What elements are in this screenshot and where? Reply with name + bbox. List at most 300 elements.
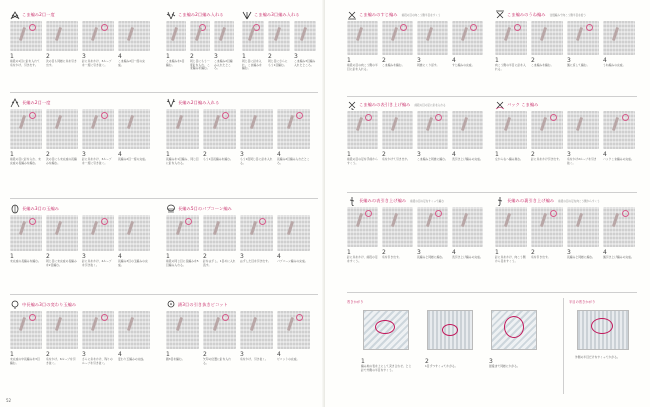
- step-photo: [240, 311, 273, 349]
- section-sc-inc3: [242, 10, 318, 86]
- step-text: 糸をかけ、6ループを引き抜く。: [46, 357, 76, 365]
- step-number: 3: [417, 151, 421, 158]
- step-photo: [382, 111, 413, 149]
- step: [10, 215, 42, 267]
- step-number: 3: [82, 351, 86, 358]
- step-photo: [10, 311, 42, 349]
- step: [240, 311, 273, 365]
- step-text: 前段の1目に針を入れて糸をかけ、引き出す。: [10, 59, 40, 67]
- step-number: 2: [203, 253, 207, 260]
- step-text: 向こう側の半目に針を入れる。: [495, 63, 526, 71]
- section-ridge: [495, 10, 637, 92]
- step: [361, 356, 413, 372]
- step-photo: [277, 215, 310, 251]
- step-number: 3: [240, 253, 244, 260]
- step: [382, 111, 413, 165]
- step: [495, 111, 527, 165]
- step-text: 針に糸をかけ、前段の足をすくう。: [347, 255, 378, 263]
- step-number: 3: [489, 358, 493, 365]
- section-back-loop: [347, 10, 487, 92]
- step-number: 1: [495, 57, 499, 64]
- sc-inc-symbol-icon: [166, 10, 176, 20]
- step: [118, 215, 150, 267]
- step-text: 針に糸をかけ、3ループを一度に引き抜く。: [82, 59, 112, 67]
- step-text: 長編み2目一度の完成。: [118, 157, 148, 161]
- step: [118, 109, 150, 165]
- step-photo: [452, 111, 483, 149]
- step-text: こま編み3目編み入れたところ。: [294, 59, 316, 67]
- step: [452, 207, 483, 263]
- bobble-symbol-icon: [10, 204, 20, 214]
- step: [347, 21, 378, 71]
- section-title: こま編みのすじ編み: [359, 12, 398, 17]
- step: [567, 111, 599, 165]
- step-number: 2: [46, 53, 50, 60]
- step: [82, 311, 114, 365]
- step-text: 最後まで同様にかがる。: [489, 364, 520, 368]
- step-text: 外側の半目だけをすくってかがる。: [575, 355, 620, 359]
- step-photo: [82, 109, 114, 149]
- step-photo: [417, 21, 448, 55]
- step-number: 1: [10, 151, 14, 158]
- step: [603, 111, 635, 165]
- step-photo: [347, 207, 378, 247]
- step-text: 針に糸をかけ、3ループを一度に引き抜く。: [82, 157, 112, 165]
- step-text: 同様にくり返す。: [417, 63, 440, 67]
- step: [10, 311, 42, 365]
- section-dc-front-post: [347, 196, 487, 288]
- step-number: 4: [452, 57, 456, 64]
- section-title: 鎖3目の引き抜きピコット: [178, 302, 228, 307]
- step: [240, 215, 273, 267]
- step-number: 1: [495, 151, 499, 158]
- step-photo: [190, 21, 210, 51]
- step: [46, 311, 78, 365]
- step-number: 3: [82, 253, 86, 260]
- step: [277, 109, 310, 165]
- step-photo: [240, 109, 273, 149]
- step-text: さらに糸をかけ、残りのループを引き抜く。: [82, 357, 113, 365]
- popcorn-symbol-icon: [166, 204, 176, 214]
- page-number: 52: [6, 398, 12, 403]
- step-number: 2: [203, 351, 207, 358]
- step: [240, 109, 273, 165]
- section-sc2tog: [10, 10, 158, 86]
- step-number: 4: [603, 249, 607, 256]
- back-loop-symbol-icon: [347, 10, 357, 20]
- step-photo: [347, 21, 378, 55]
- step-text: 次の目も同様に糸を引き出す。: [46, 59, 77, 67]
- step-number: 3: [294, 53, 298, 60]
- step: [603, 21, 635, 71]
- step-number: 1: [347, 57, 351, 64]
- step-photo: [118, 21, 150, 51]
- section-note: 往復編みで向こう側半目を拾う: [549, 14, 586, 17]
- step-text: 糸を引き出す。: [531, 255, 551, 259]
- step-number: 2: [190, 53, 194, 60]
- right-page: [325, 0, 650, 407]
- step-text: こま編みを編む。: [382, 63, 405, 67]
- step-photo: [277, 311, 310, 349]
- section-title: こま編み2目一度: [22, 12, 55, 17]
- step: [531, 207, 563, 263]
- step: [242, 21, 264, 71]
- section-note: 前段の目の足をすくって編む: [410, 200, 444, 203]
- step: [166, 109, 199, 165]
- section-title: こま編みのうね編み: [507, 12, 546, 17]
- step: [489, 356, 541, 369]
- step-text: 前段の同じ目に長編みを5目編み入れる。: [166, 259, 199, 267]
- step-number: 4: [603, 151, 607, 158]
- step-text: 未完成の長編みを編む。: [10, 259, 41, 263]
- step-photo: [203, 109, 236, 149]
- divider: [10, 198, 318, 199]
- step-text: うね編みの完成。: [603, 63, 626, 67]
- step-photo: [214, 21, 234, 51]
- step: [214, 21, 234, 71]
- step-photo: [531, 207, 563, 247]
- step-number: 1: [10, 253, 14, 260]
- step-photo: [347, 111, 378, 149]
- step-number: 1: [242, 53, 246, 60]
- step-text: 前段の目の向こう側の半目に針を入れる。: [347, 63, 378, 71]
- section-note: 前段の目の向こう側半目をすくう: [401, 14, 441, 17]
- step-photo: [46, 21, 78, 51]
- step: [417, 207, 448, 263]
- step: [46, 215, 78, 267]
- step-text: 糸をかけて引き出す。: [382, 157, 410, 161]
- step-text: パプコーン編みの完成。: [277, 259, 308, 263]
- section-title: こま編み2目編み入れる: [178, 12, 224, 17]
- step-text: もう1目長編みを編む。: [203, 157, 233, 161]
- reverse-sc-symbol-icon: [495, 100, 505, 110]
- step: [82, 109, 114, 165]
- step-photo: [46, 109, 78, 149]
- step-photo: [567, 21, 599, 55]
- step: [118, 21, 150, 67]
- divider: [563, 298, 564, 394]
- step: [382, 207, 413, 263]
- step-text: 長編みと同様に編む。: [417, 255, 445, 259]
- step-photo: [118, 311, 150, 349]
- section-title: 半目の巻きかがり: [569, 299, 596, 304]
- step-photo: [531, 21, 563, 55]
- step-number: 4: [277, 151, 281, 158]
- section-title: 長編み3目の玉編み: [22, 206, 60, 211]
- step: [268, 21, 290, 71]
- step-number: 1: [166, 53, 170, 60]
- divider: [347, 192, 637, 193]
- step-photo: [242, 21, 264, 51]
- step-photo: [166, 109, 199, 149]
- yarn-loop: [442, 324, 458, 336]
- step: [567, 21, 599, 71]
- step: [575, 356, 633, 360]
- step: [531, 111, 563, 165]
- step-photo: [10, 215, 42, 251]
- step-number: 1: [347, 151, 351, 158]
- section-title: バック こま編み: [507, 102, 539, 107]
- step: [46, 109, 78, 165]
- step-number: 4: [277, 351, 281, 358]
- step-number: 2: [531, 151, 535, 158]
- step-number: 1: [495, 249, 499, 256]
- step: [203, 109, 236, 165]
- step-number: 2: [268, 53, 272, 60]
- step-text: 同じ目にもう一度針を入れ、こま編みを編む。: [190, 59, 210, 71]
- step-photo: [166, 21, 186, 51]
- hdc-cluster-symbol-icon: [10, 300, 20, 310]
- step-text: 前段の目に針を入れ、未完成の長編みを編む。: [10, 157, 41, 165]
- dc-back-post-symbol-icon: [495, 196, 505, 206]
- step-number: 3: [214, 53, 218, 60]
- step: [382, 21, 413, 71]
- section-hdc-cluster: [10, 300, 158, 390]
- step-number: 4: [452, 249, 456, 256]
- step-photo: [495, 21, 527, 55]
- step-text: 同じ目に未完成の長編みを2目編む。: [46, 259, 77, 267]
- step-photo: [495, 111, 527, 149]
- step: [203, 311, 236, 365]
- section-note: 前段の目の足に針を入れる: [414, 104, 446, 107]
- step-text: 糸をかけ、引き抜く。: [240, 357, 268, 361]
- step-number: 1: [166, 351, 170, 358]
- step-photo: [166, 311, 199, 349]
- step-photo: [203, 215, 236, 251]
- step-photo: [203, 311, 236, 349]
- step-photo: [603, 207, 635, 247]
- step-text: 長編みと同様に編む。: [567, 255, 595, 259]
- step-photo: [567, 111, 599, 149]
- step-photo: [46, 215, 78, 251]
- step-number: 1: [10, 53, 14, 60]
- step-number: 4: [118, 151, 122, 158]
- step-photo: [82, 311, 114, 349]
- section-title: 長編み2目編み入れる: [178, 100, 220, 105]
- step-number: 2: [531, 249, 535, 256]
- step: [452, 111, 483, 165]
- step-photo: [10, 21, 42, 51]
- step-photo: [294, 21, 316, 51]
- step-number: 3: [567, 249, 571, 256]
- step-number: 3: [417, 249, 421, 256]
- section-bobble: [10, 204, 158, 289]
- section-title: 長編み5目のパプコーン編み: [178, 206, 232, 211]
- step-number: 4: [118, 351, 122, 358]
- step: [567, 207, 599, 263]
- section-popcorn: [166, 204, 318, 289]
- step: [417, 21, 448, 71]
- step: [603, 207, 635, 263]
- step-number: 4: [277, 253, 281, 260]
- step-text: すじ編みの完成。: [452, 63, 475, 67]
- section-title: こま編み3目編み入れる: [254, 12, 300, 17]
- step-text: 長編み3目の玉編みの完成。: [118, 259, 148, 267]
- step-text: こま編み2目一度の完成。: [118, 59, 145, 67]
- dc-inc-symbol-icon: [166, 98, 176, 108]
- section-sc-front-post: [347, 100, 487, 188]
- step-photo: [417, 111, 448, 149]
- step-number: 3: [240, 151, 244, 158]
- step: [294, 21, 316, 71]
- section-title: 巻きかがり: [347, 299, 364, 304]
- step-number: 2: [382, 151, 386, 158]
- step-text: 次の目にも未完成の長編みを編む。: [46, 157, 77, 165]
- sc-inc3-symbol-icon: [242, 10, 252, 20]
- step-text: 裏に返して編む。: [567, 63, 590, 67]
- step-photo: [531, 111, 563, 149]
- step: [531, 21, 563, 71]
- divider: [10, 294, 318, 295]
- step-photo: [567, 207, 599, 247]
- step: [166, 311, 199, 365]
- section-title: 長編みの裏引き上げ編み: [507, 198, 555, 203]
- section-title: こま編みの表引き上げ編み: [359, 102, 411, 107]
- step-number: 4: [603, 57, 607, 64]
- step-photo: [46, 311, 78, 349]
- step: [347, 207, 378, 263]
- step-text: 1目ずつすくってかがる。: [425, 364, 458, 368]
- step-photo: [166, 215, 199, 251]
- step: [347, 111, 378, 165]
- step: [10, 109, 42, 165]
- step-number: 3: [82, 151, 86, 158]
- section-whipstitch: [347, 296, 557, 396]
- step-photo: [382, 207, 413, 247]
- step-text: 糸を引き出す。: [382, 255, 402, 259]
- step-photo: [603, 21, 635, 55]
- yarn-loop: [591, 318, 613, 334]
- step: [46, 21, 78, 67]
- step: [10, 21, 42, 67]
- step-text: 左から右へ編み進む。: [495, 157, 523, 161]
- step-text: 針に糸をかけ、4ループを引き抜く。: [82, 259, 112, 267]
- step-text: 表引き上げ編みの完成。: [452, 255, 483, 259]
- step-text: 裏引き上げ編みの完成。: [603, 255, 634, 259]
- front-post-symbol-icon: [347, 100, 357, 110]
- divider: [347, 292, 637, 293]
- step-text: 矢印の位置に針を入れる。: [203, 357, 231, 365]
- step-photo: [240, 215, 273, 251]
- step-text: 未完成の中長編みを3目編む。: [10, 357, 40, 365]
- step-photo: [118, 215, 150, 251]
- step-photo: [82, 215, 114, 251]
- section-picot: [166, 300, 318, 390]
- step: [82, 21, 114, 67]
- section-sc-inc: [166, 10, 236, 86]
- step-text: こま編みを1目編む。: [166, 59, 185, 67]
- step-text: こま編み2目編み入れたところ。: [214, 59, 233, 71]
- step-number: 2: [46, 351, 50, 358]
- step-text: 長編み2目編み入れたところ。: [277, 157, 310, 165]
- divider: [10, 92, 318, 93]
- section-reverse-sc: [495, 100, 637, 188]
- step-text: 前段の目の足を手前からすくう。: [347, 157, 378, 165]
- step-text: 針に糸をかけ引き出す。: [531, 157, 562, 161]
- step-number: 1: [166, 151, 170, 158]
- step-photo: [495, 207, 527, 247]
- step-text: もう1度同じ目に針を入れる。: [240, 157, 273, 165]
- step: [82, 215, 114, 267]
- step-number: 4: [452, 151, 456, 158]
- step-number: 3: [82, 53, 86, 60]
- step: [277, 311, 310, 365]
- step-text: 変わり玉編みの完成。: [118, 357, 146, 361]
- section-dc-inc: [166, 98, 318, 193]
- step-photo: [452, 21, 483, 55]
- step-text: 同じ目に針を入れ、こま編みを編む。: [242, 59, 262, 71]
- step-text: 編み地の表を上にして突き合わせ、とじ針で外側の半目をすくう。: [361, 364, 412, 372]
- step-number: 1: [347, 249, 351, 256]
- step: [203, 215, 236, 267]
- step-number: 2: [46, 253, 50, 260]
- step-number: 4: [118, 53, 122, 60]
- step-number: 2: [203, 151, 207, 158]
- step-photo: [452, 207, 483, 247]
- section-dc-back-post: [495, 196, 637, 288]
- divider: [347, 96, 637, 97]
- ridge-symbol-icon: [495, 10, 505, 20]
- step-text: 表引き上げ編みの完成。: [452, 157, 483, 161]
- step: [495, 21, 527, 71]
- step-text: 針に糸をかけ、向こう側から足をすくう。: [495, 255, 526, 263]
- dc2tog-symbol-icon: [10, 98, 20, 108]
- step-photo: [82, 21, 114, 51]
- step-text: 鎖3目を編む。: [166, 357, 185, 361]
- step-number: 3: [417, 57, 421, 64]
- step-text: 糸をかけ2ループを引き抜く。: [567, 157, 597, 165]
- step-photo: [10, 109, 42, 149]
- section-title: 長編みの表引き上げ編み: [359, 198, 407, 203]
- step-number: 1: [166, 253, 170, 260]
- step-photo: [382, 21, 413, 55]
- step: [190, 21, 210, 71]
- step-text: バックこま編みの完成。: [603, 157, 634, 161]
- step: [452, 21, 483, 71]
- step-photo: [417, 207, 448, 247]
- step-text: はずした目を引き出す。: [240, 259, 271, 263]
- step-number: 2: [425, 358, 429, 365]
- section-title: 中長編み3目の変わり玉編み: [22, 302, 77, 307]
- step: [417, 111, 448, 165]
- step-number: 3: [567, 151, 571, 158]
- step-photo: [268, 21, 290, 51]
- section-half-whipstitch: [569, 296, 639, 396]
- step: [166, 21, 186, 71]
- step-number: 2: [46, 151, 50, 158]
- step-number: 3: [567, 57, 571, 64]
- step-photo: [603, 111, 635, 149]
- step: [425, 356, 477, 369]
- section-dc2tog: [10, 98, 158, 193]
- yarn-loop: [504, 316, 524, 338]
- dc-front-post-symbol-icon: [347, 196, 357, 206]
- step-text: こま編みと同様に編む。: [417, 157, 448, 161]
- picot-symbol-icon: [166, 300, 176, 310]
- step-text: 同じ目にさらにもう1目編む。: [268, 59, 288, 67]
- step-photo: [118, 109, 150, 149]
- step-number: 1: [10, 351, 14, 358]
- step: [277, 215, 310, 267]
- step: [118, 311, 150, 365]
- step-number: 2: [531, 57, 535, 64]
- step: [495, 207, 527, 263]
- step-text: 針をはずし、1目めに入れ直す。: [203, 259, 236, 267]
- step-number: 2: [382, 249, 386, 256]
- step-number: 4: [118, 253, 122, 260]
- yarn-loop: [375, 320, 395, 334]
- step: [166, 215, 199, 267]
